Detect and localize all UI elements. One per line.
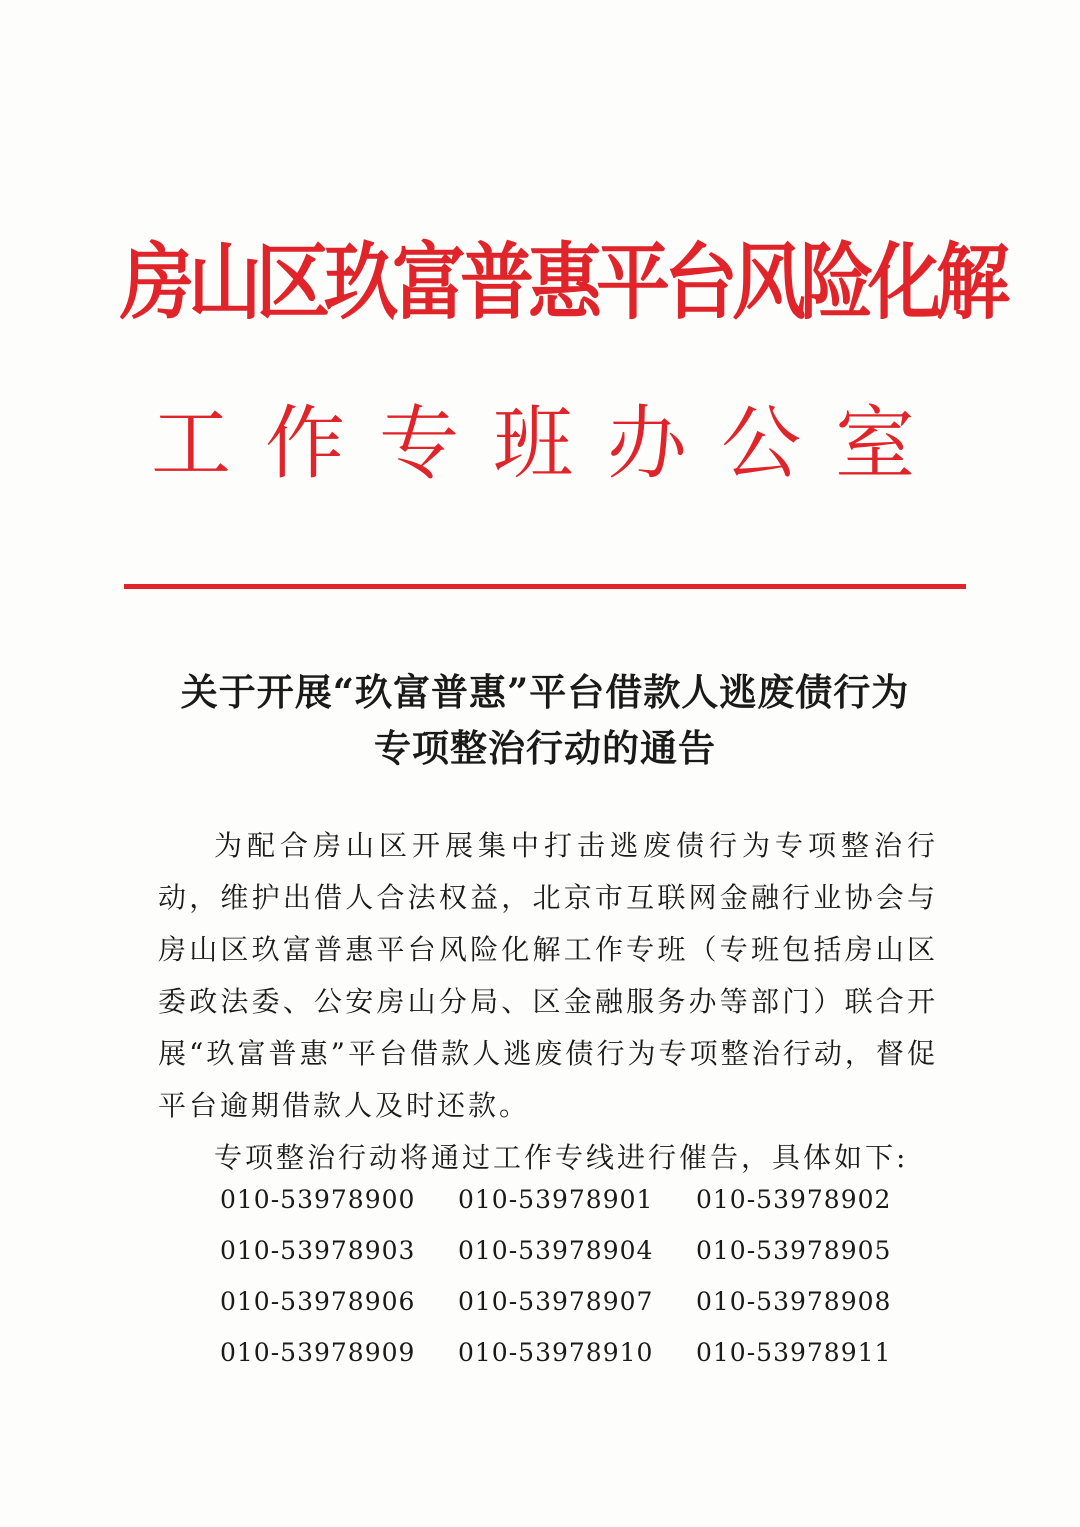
- issuing-org-line1: 房山区玖富普惠平台风险化解: [120, 234, 1004, 332]
- hotline-number: 010-53978900: [220, 1185, 416, 1214]
- hotline-number: 010-53978911: [696, 1338, 892, 1367]
- hotline-number: 010-53978902: [696, 1185, 892, 1214]
- hotline-number: 010-53978901: [458, 1185, 654, 1214]
- hotline-list: [220, 1174, 920, 1378]
- body-paragraph-2: 专项整治行动将通过工作专线进行催告，具体如下:: [214, 1141, 909, 1174]
- title-line1: 关于开展“玖富普惠”平台借款人逃废债行为: [180, 670, 910, 714]
- hotline-number: 010-53978907: [458, 1287, 654, 1316]
- hotline-number: 010-53978909: [220, 1338, 416, 1367]
- red-divider-line: [124, 584, 966, 589]
- hotline-number: 010-53978910: [458, 1338, 654, 1367]
- document-body: [158, 820, 938, 1184]
- hotline-number: 010-53978903: [220, 1236, 416, 1265]
- hotline-number: 010-53978905: [696, 1236, 892, 1265]
- document-title: [120, 664, 970, 776]
- hotline-number: 010-53978908: [696, 1287, 892, 1316]
- issuing-org-line2: 工作专班办公室: [151, 397, 949, 490]
- hotline-number: 010-53978904: [458, 1236, 654, 1265]
- hotline-number: 010-53978906: [220, 1287, 416, 1316]
- title-line2: 专项整治行动的通告: [374, 726, 716, 770]
- body-paragraph-1: 为配合房山区开展集中打击逃废债行为专项整治行动，维护出借人合法权益，北京市互联网金融行业协会与房山区玖富普惠平台风险化解工作专班（专班包括房山区委政法委、公安房山分局、区金融服务办等部门）联合开展“玖富普惠”平台借款人逃废债行为专项整治行动，督促平台逾期借款人及时还款。: [158, 829, 938, 1122]
